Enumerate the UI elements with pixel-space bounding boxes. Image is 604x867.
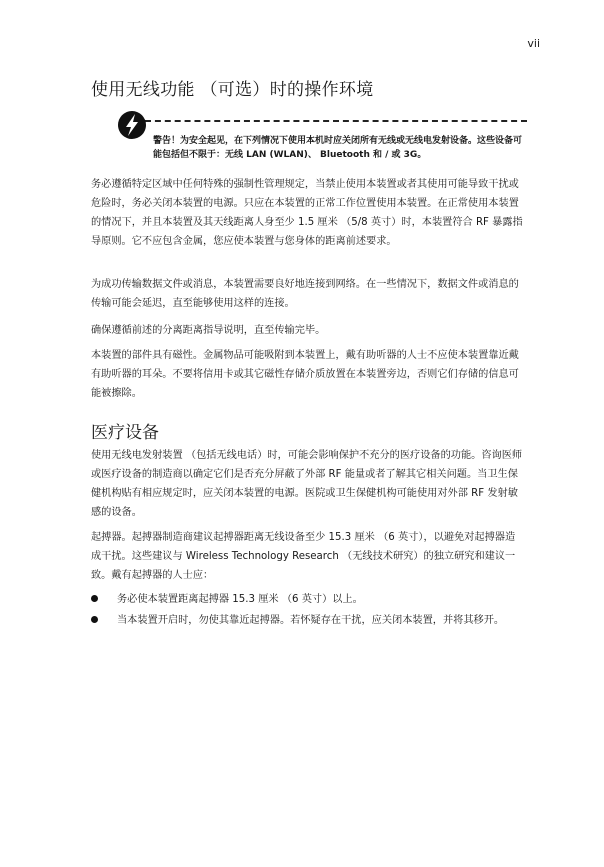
bullet-icon	[91, 616, 98, 623]
section-title-medical: 医疗设备	[91, 423, 159, 443]
paragraph-magnetic: 本装置的部件具有磁性。金属物品可能吸附到本装置上，戴有助听器的人士不应使本装置靠近戴有助听器的耳朵。不要将信用卡或其它磁性存储介质放置在本装置旁边，否则它们存储的信息可能被擦除。	[91, 350, 519, 399]
paragraph-pacemakers: 起搏器。起搏器制造商建议起搏器距离无线设备至少 15.3 厘米 （6 英寸），以避免对起搏器造成干扰。这些建议与 Wireless Technology Research （无线技术研究）的独立研究和建议一致。戴有起搏器的人士应：	[91, 532, 516, 581]
paragraph-separation: 确保遵循前述的分离距离指导说明，直至传输完毕。	[91, 325, 326, 336]
page-number: vii	[527, 37, 540, 50]
list-item: 务必使本装置距离起搏器 15.3 厘米 （6 英寸）以上。	[91, 591, 523, 608]
bullet-icon	[91, 595, 98, 602]
paragraph-rf-exposure: 务必遵循特定区域中任何特殊的强制性管理规定，当禁止使用本装置或者其使用可能导致干扰或危险时，务必关闭本装置的电源。只应在本装置的正常工作位置使用本装置。在正常使用本装置的情况下，并且本装置及其天线距离人身至少 1.5 厘米 （5/8 英寸）时，本装置符合 RF 暴露指导原则。它不应包含金属，您应使本装置与您身体的距离前述要求。	[91, 179, 523, 247]
paragraph-medical-devices: 使用无线电发射装置 （包括无线电话）时，可能会影响保护不充分的医疗设备的功能。咨询医师或医疗设备的制造商以确定它们是否充分屏蔽了外部 RF 能量或者了解其它相关问题。当卫生保健机构贴有相应规定时，应关闭本装置的电源。医院或卫生保健机构可能使用对外部 RF 发射敏感的设备。	[91, 450, 523, 518]
warning-text: 警告！为安全起见，在下列情况下使用本机时应关闭所有无线或无线电发射设备。这些设备可能包括但不限于：无线 LAN (WLAN)、 Bluetooth 和 / 或 3G。	[153, 136, 523, 160]
warning-dashed-rule	[145, 120, 527, 122]
warning-box	[117, 110, 527, 165]
section-title-wireless: 使用无线功能 （可选）时的操作环境	[91, 80, 374, 100]
paragraph-data-transmission: 为成功传输数据文件或消息，本装置需要良好地连接到网络。在一些情况下，数据文件或消息的传输可能会延迟，直至能够使用这样的连接。	[91, 279, 519, 309]
lightning-warning-icon	[117, 110, 147, 140]
list-item: 当本装置开启时，勿使其靠近起搏器。若怀疑存在干扰，应关闭本装置，并将其移开。	[91, 612, 523, 629]
